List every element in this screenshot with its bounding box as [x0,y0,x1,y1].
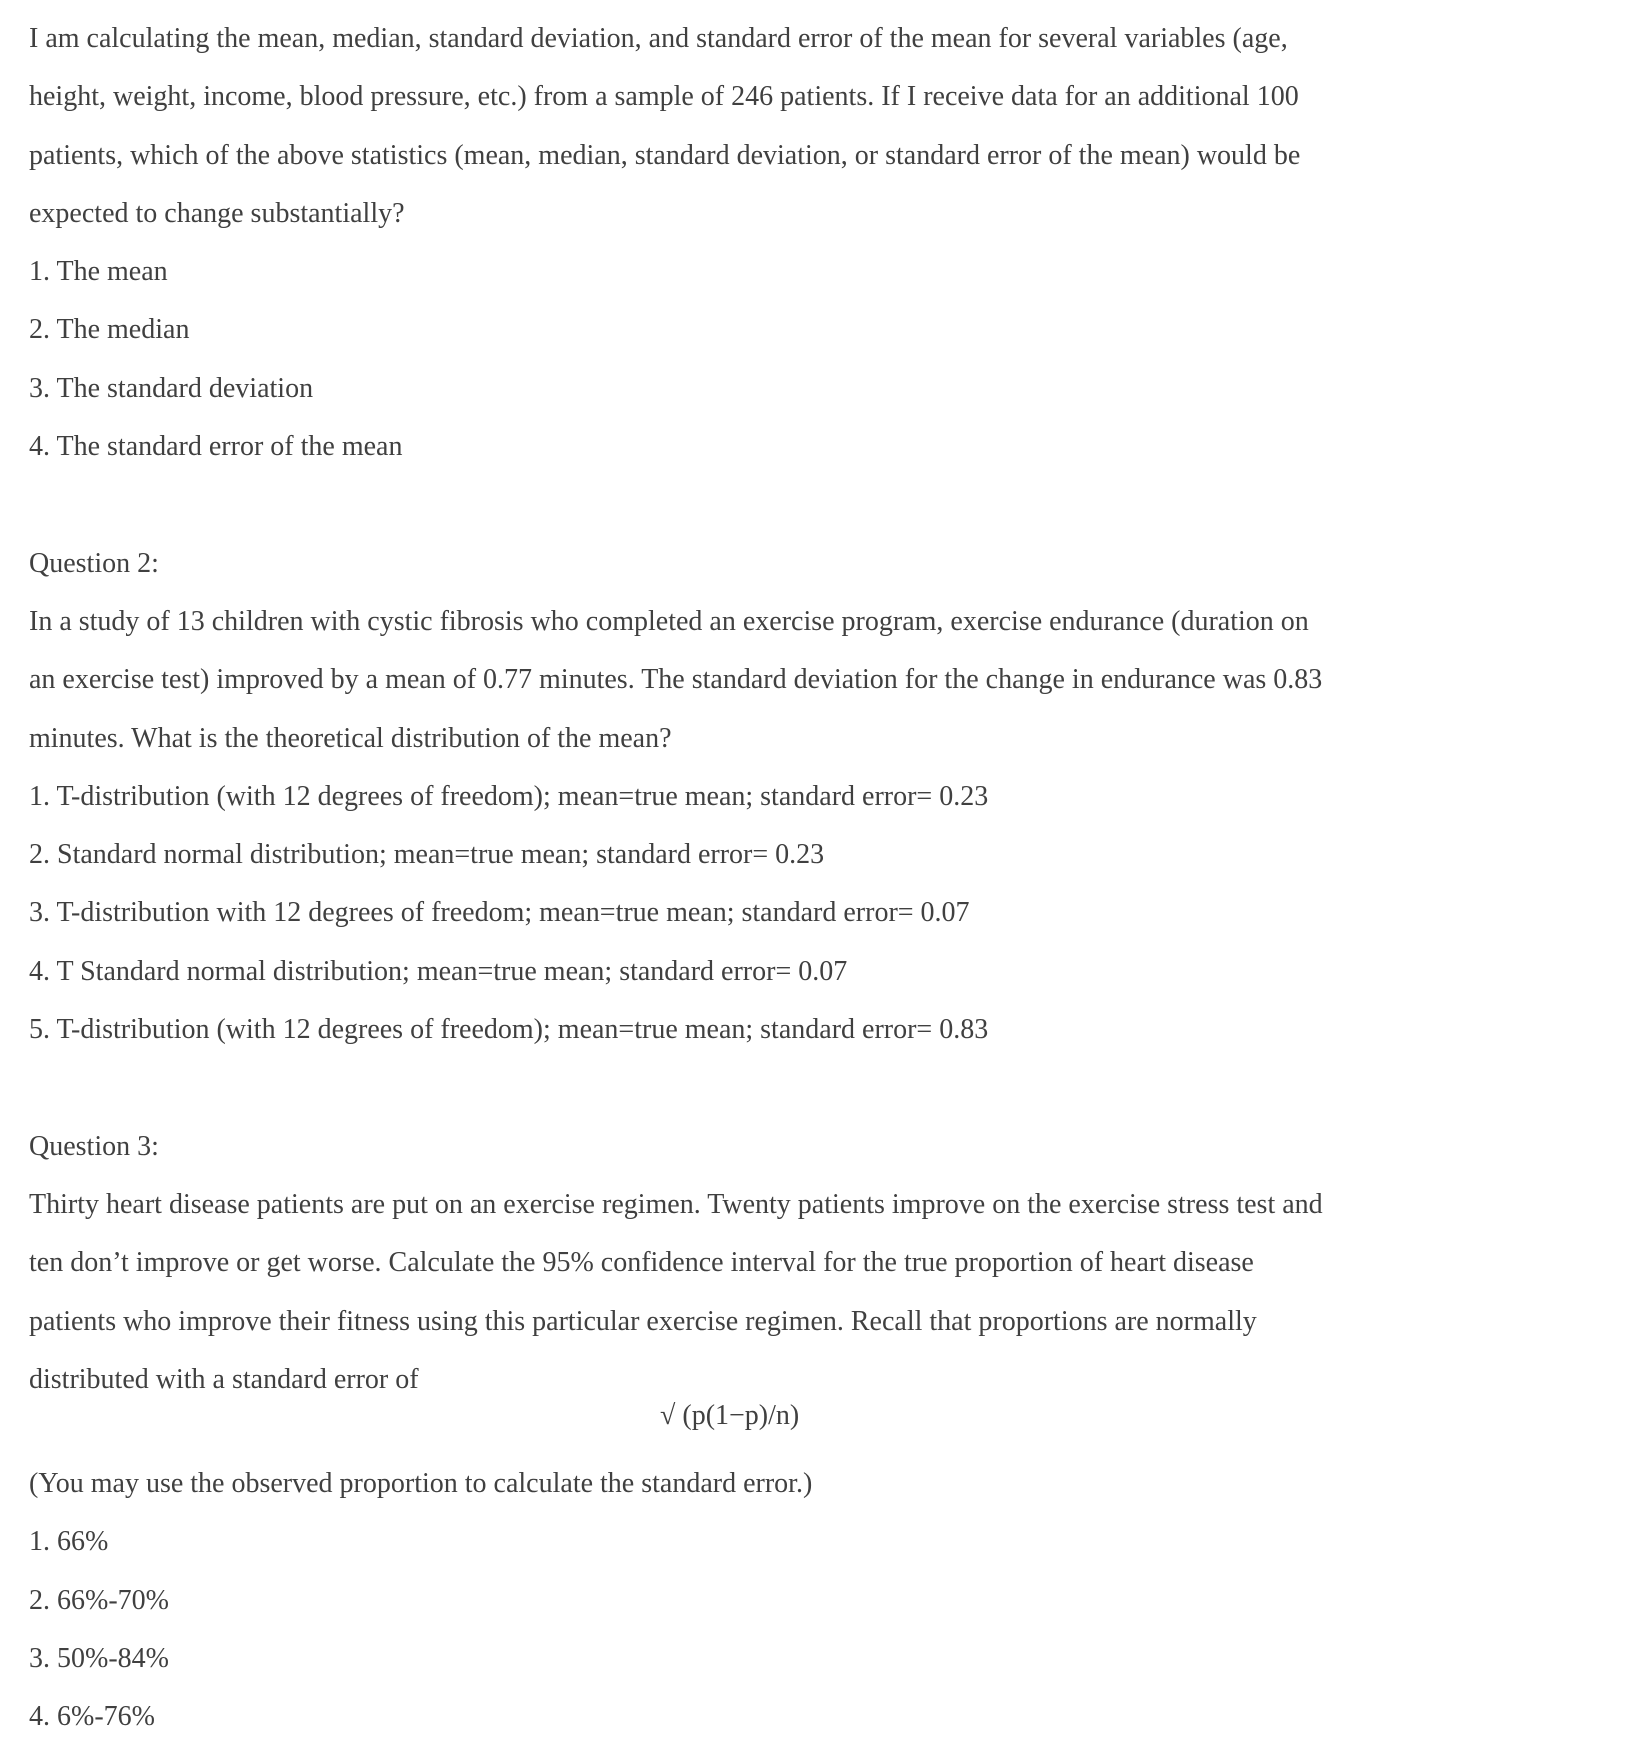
question-2-option-3: 3. T-distribution with 12 degrees of freedom; mean=true mean; standard error= 0.07 [29,897,970,929]
question-3-note: (You may use the observed proportion to calculate the standard error.) [29,1468,813,1500]
question-2-heading: Question 2: [29,547,159,579]
question-1-text-line: I am calculating the mean, median, standard deviation, and standard error of the mean for several variables (age, [29,23,1288,54]
question-1-option-1: 1. The mean [29,256,168,288]
spacer [29,476,1609,534]
question-3-text-line: patients who improve their fitness using this particular exercise regimen. Recall that proportions are normally [29,1305,1257,1337]
question-3-option-2: 2. 66%-70% [29,1584,169,1616]
document [29,10,1609,1747]
question-1-text-line: patients, which of the above statistics (mean, median, standard deviation, or standard error of the mean) would be [29,139,1301,171]
question-2-option-4: 4. T Standard normal distribution; mean=true mean; standard error= 0.07 [29,955,848,987]
standard-error-formula: √ (p(1−p)/n) [660,1400,800,1432]
question-2-text-line: In a study of 13 children with cystic fibrosis who completed an exercise program, exercise endurance (duration on [29,605,1309,637]
question-2-option-2: 2. Standard normal distribution; mean=true mean; standard error= 0.23 [29,839,825,871]
question-3-text-line: distributed with a standard error of [29,1363,419,1395]
question-3-text-line: Thirty heart disease patients are put on an exercise regimen. Twenty patients improve on the exercise stress test and [29,1188,1323,1220]
spacer [29,1059,1609,1117]
question-2 [29,535,1609,1060]
question-3-text-line: ten don’t improve or get worse. Calculate the 95% confidence interval for the true proportion of heart disease [29,1247,1254,1279]
question-2-option-1: 1. T-distribution (with 12 degrees of freedom); mean=true mean; standard error= 0.23 [29,780,989,812]
question-2-text-line: an exercise test) improved by a mean of 0.77 minutes. The standard deviation for the change in endurance was 0.83 [29,664,1323,696]
question-3-option-1: 1. 66% [29,1526,109,1558]
question-1-text-line: height, weight, income, blood pressure, etc.) from a sample of 246 patients. If I receive data for an additional 100 [29,81,1299,113]
question-1-text-line: expected to change substantially? [29,197,405,229]
question-1-option-3: 3. The standard deviation [29,372,314,404]
question-1-option-2: 2. The median [29,314,190,346]
question-3-option-4: 4. 6%-76% [29,1701,155,1733]
question-3-heading: Question 3: [29,1130,159,1162]
question-2-option-5: 5. T-distribution (with 12 degrees of freedom); mean=true mean; standard error= 0.83 [29,1014,989,1046]
question-1-option-4: 4. The standard error of the mean [29,431,403,463]
question-3 [29,1118,1609,1747]
question-2-text-line: minutes. What is the theoretical distribution of the mean? [29,722,672,754]
question-3-option-3: 3. 50%-84% [29,1643,169,1675]
question-1 [29,10,1609,476]
